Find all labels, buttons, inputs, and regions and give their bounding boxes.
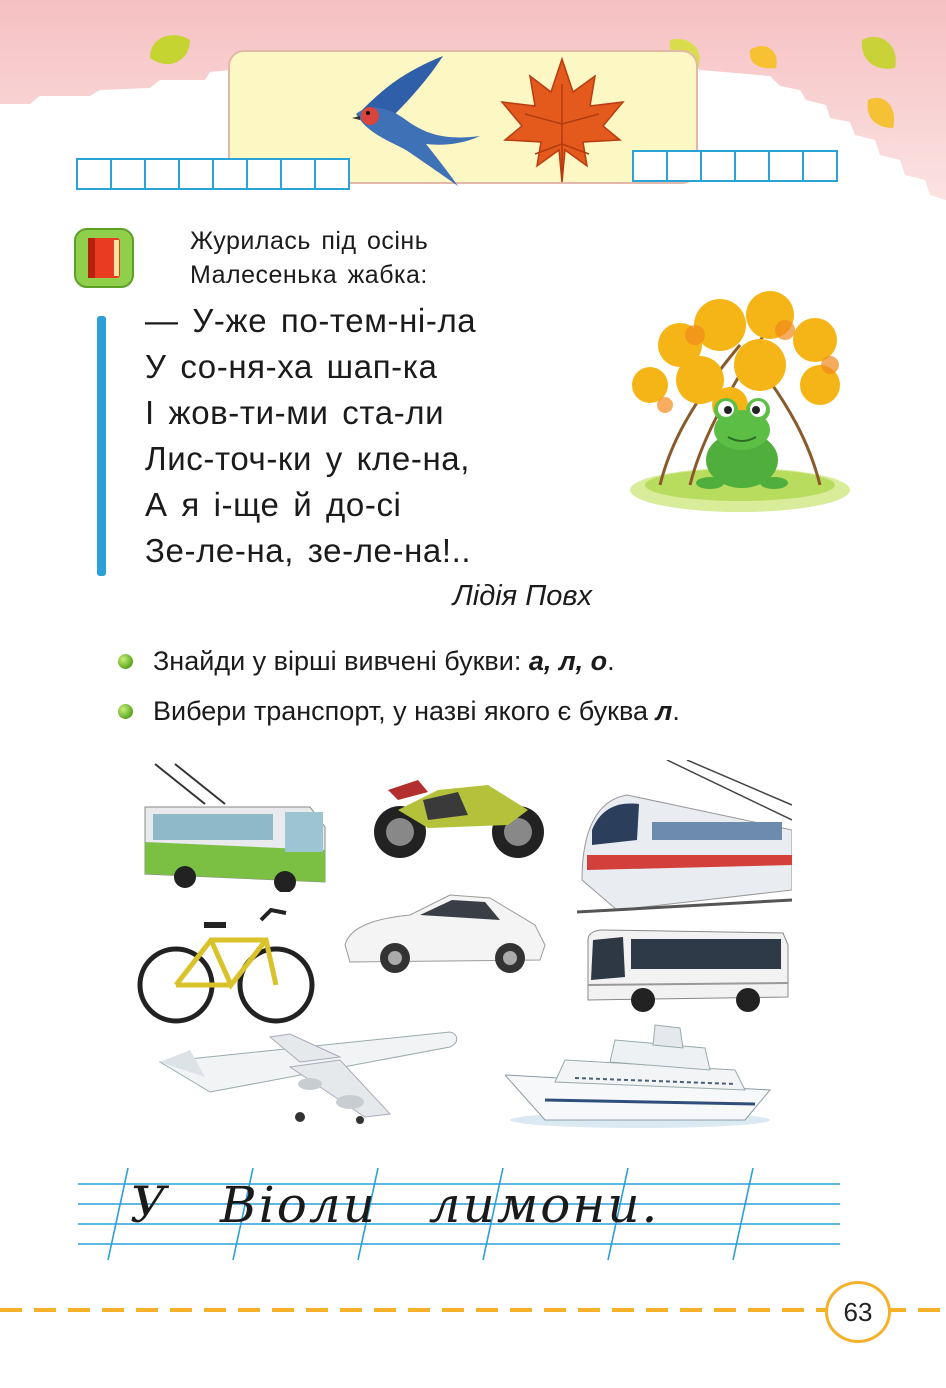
task-text: Знайди у вірші вивчені букви:	[153, 646, 529, 676]
poem-line: У со-ня-ха шап-ка	[145, 348, 438, 385]
maple-leaf-icon	[495, 54, 630, 184]
page-dashed-line	[0, 1308, 946, 1312]
letter-boxes-right	[632, 150, 838, 182]
airplane-picture	[150, 1022, 460, 1124]
task-end: .	[607, 646, 615, 676]
letter-boxes-left	[76, 158, 350, 190]
copybook-cursive-text: У Віоли лимони.	[130, 1176, 660, 1234]
train-picture	[577, 760, 792, 915]
trolleybus-picture	[135, 762, 330, 892]
poem-line: І жов-ти-ми ста-ли	[145, 394, 445, 431]
task-text: Вибери транспорт, у назві якого є буква	[153, 696, 656, 726]
page-number: 63	[825, 1281, 891, 1343]
poem-intro-line: Журилась під осінь	[190, 227, 429, 255]
poem-author: Лідія Повх	[452, 580, 592, 612]
ship-picture	[505, 1020, 775, 1130]
poem-line: А я і-ще й до-сі	[145, 486, 402, 523]
task-choose-transport	[118, 696, 680, 727]
bicycle-picture	[136, 895, 318, 1027]
car-picture	[340, 890, 550, 975]
bullet-icon	[118, 704, 133, 719]
poem-line: Зе-ле-на, зе-ле-на!..	[145, 532, 472, 569]
swallow-icon	[348, 54, 488, 189]
frog-illustration	[620, 285, 860, 525]
task-emphasis: л	[655, 696, 673, 726]
book-icon	[74, 228, 134, 288]
task-end: .	[672, 696, 680, 726]
task-emphasis: а, л, о	[528, 646, 608, 676]
poem-line: Лис-точ-ки у кле-на,	[145, 440, 470, 477]
bullet-icon	[118, 654, 133, 669]
poem-side-bar	[97, 316, 106, 576]
motorcycle-picture	[368, 770, 548, 862]
bus-picture	[583, 925, 791, 1015]
poem-line: — У-же по-тем-ні-ла	[145, 302, 477, 339]
task-find-letters	[118, 646, 615, 677]
poem-intro-line: Малесенька жабка:	[190, 261, 428, 289]
